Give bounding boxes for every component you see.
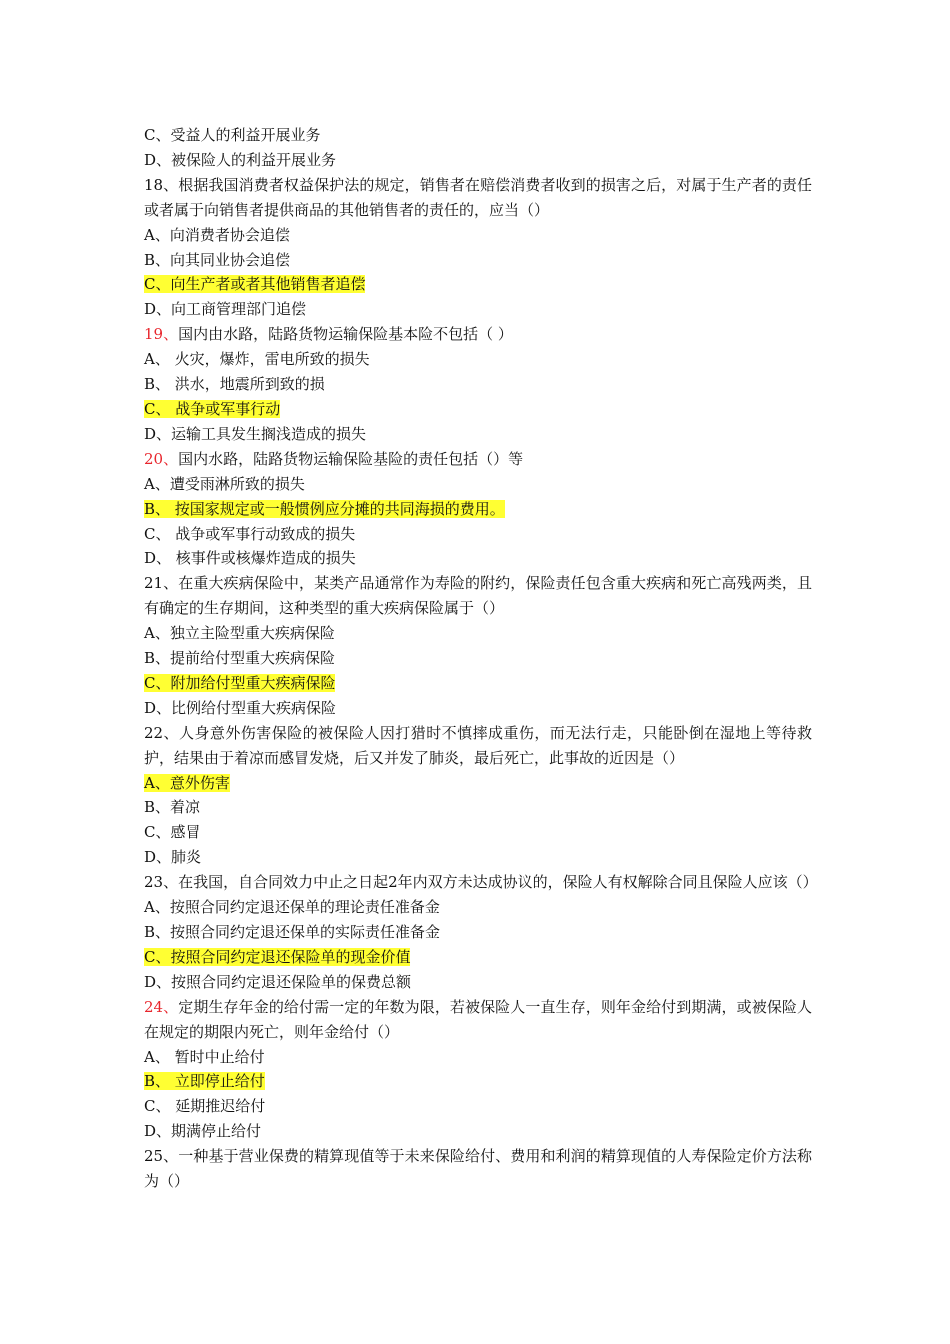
line-text: B、着凉: [144, 798, 201, 817]
text-line: [144, 696, 812, 721]
question-line: [144, 721, 812, 771]
question-number: 19、: [144, 325, 179, 344]
text-line: [144, 297, 812, 322]
text-line: [144, 1094, 812, 1119]
line-text: A、独立主险型重大疾病保险: [144, 624, 335, 643]
question-number: 20、: [144, 449, 179, 468]
line-text: C、 战争或军事行动致成的损失: [144, 524, 356, 543]
text-line: [144, 497, 812, 522]
line-text: B、提前给付型重大疾病保险: [144, 649, 336, 668]
line-text: B、 洪水，地震所到致的损: [144, 375, 325, 394]
answer-highlight: B、 按国家规定或一般惯例应分摊的共同海损的费用。: [144, 499, 505, 518]
line-text: A、遭受雨淋所致的损失: [144, 474, 305, 493]
text-line: [144, 621, 812, 646]
question-line: [144, 571, 812, 621]
line-text: A、向消费者协会追偿: [144, 225, 290, 244]
line-text: B、按照合同约定退还保单的实际责任准备金: [144, 923, 441, 941]
text-line: [144, 820, 812, 845]
text-line: [144, 447, 812, 472]
line-text: 21、在重大疾病保险中，某类产品通常作为寿险的附约，保险责任包含重大疾病和死亡高残两类，且有确定的生存期间，这种类型的重大疾病保险属于（）: [144, 574, 812, 618]
line-text: C、受益人的利益开展业务: [144, 126, 321, 144]
line-text: D、被保险人的利益开展业务: [144, 150, 337, 169]
line-text: A、按照合同约定退还保单的理论责任准备金: [144, 898, 440, 917]
line-text: 25、一种基于营业保费的精算现值等于未来保险给付、费用和利润的精算现值的人寿保险定价方法称为（）: [144, 1147, 812, 1191]
text-line: [144, 945, 812, 970]
question-line: [144, 870, 818, 895]
line-text: 22、人身意外伤害保险的被保险人因打猎时不慎摔成重伤，而无法行走，只能卧倒在湿地上等待救护，结果由于着凉而感冒发烧，后又并发了肺炎，最后死亡，此事故的近因是（）: [144, 723, 812, 767]
line-text: D、比例给付型重大疾病保险: [144, 698, 337, 717]
line-text: 18、根据我国消费者权益保护法的规定，销售者在赔偿消费者收到的损害之后，对属于生产者的责任或者属于向销售者提供商品的其他销售者的责任的，应当（）: [144, 175, 812, 219]
line-text: 国内水路，陆路货物运输保险基险的责任包括（）等: [178, 449, 524, 468]
text-line: [144, 845, 812, 870]
line-text: 定期生存年金的给付需一定的年数为限，若被保险人一直生存，则年金给付到期满，或被保险人在规定的期限内死亡，则年金给付（）: [144, 997, 812, 1041]
text-line: [144, 148, 812, 173]
line-text: B、向其同业协会追偿: [144, 250, 291, 269]
question-line: [144, 1144, 812, 1194]
line-text: D、向工商管理部门追偿: [144, 300, 307, 319]
question-line: [144, 995, 812, 1045]
text-line: [144, 123, 812, 148]
text-line: [144, 671, 812, 696]
line-text: A、 暂时中止给付: [144, 1047, 265, 1066]
text-line: [144, 920, 812, 945]
text-line: [144, 546, 812, 571]
text-line: [144, 895, 812, 920]
line-text: D、肺炎: [144, 848, 202, 867]
line-text: D、期满停止给付: [144, 1122, 262, 1141]
text-line: [144, 223, 812, 248]
text-line: [144, 522, 812, 547]
text-line: [144, 322, 812, 347]
line-text: C、 延期推迟给付: [144, 1097, 266, 1116]
line-text: 国内由水路，陆路货物运输保险基本险不包括（ ）: [178, 325, 513, 344]
text-line: [144, 795, 812, 820]
line-text: D、运输工具发生搁浅造成的损失: [144, 424, 367, 443]
text-line: [144, 1119, 812, 1144]
text-line: [144, 347, 812, 372]
answer-highlight: A、意外伤害: [144, 773, 230, 792]
text-line: [144, 472, 812, 497]
answer-highlight: C、向生产者或者其他销售者追偿: [144, 275, 366, 294]
answer-highlight: B、 立即停止给付: [144, 1072, 265, 1091]
text-line: [144, 372, 812, 397]
text-line: [144, 1069, 812, 1094]
line-text: A、 火灾，爆炸，雷电所致的损失: [144, 350, 370, 369]
question-number: 24、: [144, 997, 179, 1016]
line-text: D、按照合同约定退还保险单的保费总额: [144, 972, 412, 991]
answer-highlight: C、 战争或军事行动: [144, 399, 281, 418]
line-text: C、感冒: [144, 823, 201, 842]
text-line: [144, 771, 812, 796]
line-text: D、 核事件或核爆炸造成的损失: [144, 549, 356, 568]
text-line: [144, 646, 812, 671]
question-line: [144, 173, 812, 223]
text-line: [144, 422, 812, 447]
text-line: [144, 397, 812, 422]
document-page: [144, 123, 818, 1194]
line-text: 23、在我国，自合同效力中止之日起2年内双方未达成协议的，保险人有权解除合同且保险人应该（）: [144, 873, 818, 892]
text-line: [144, 248, 812, 273]
text-line: [144, 1045, 812, 1070]
answer-highlight: C、附加给付型重大疾病保险: [144, 673, 336, 692]
text-line: [144, 970, 812, 995]
text-line: [144, 272, 812, 297]
answer-highlight: C、按照合同约定退还保险单的现金价值: [144, 947, 411, 966]
